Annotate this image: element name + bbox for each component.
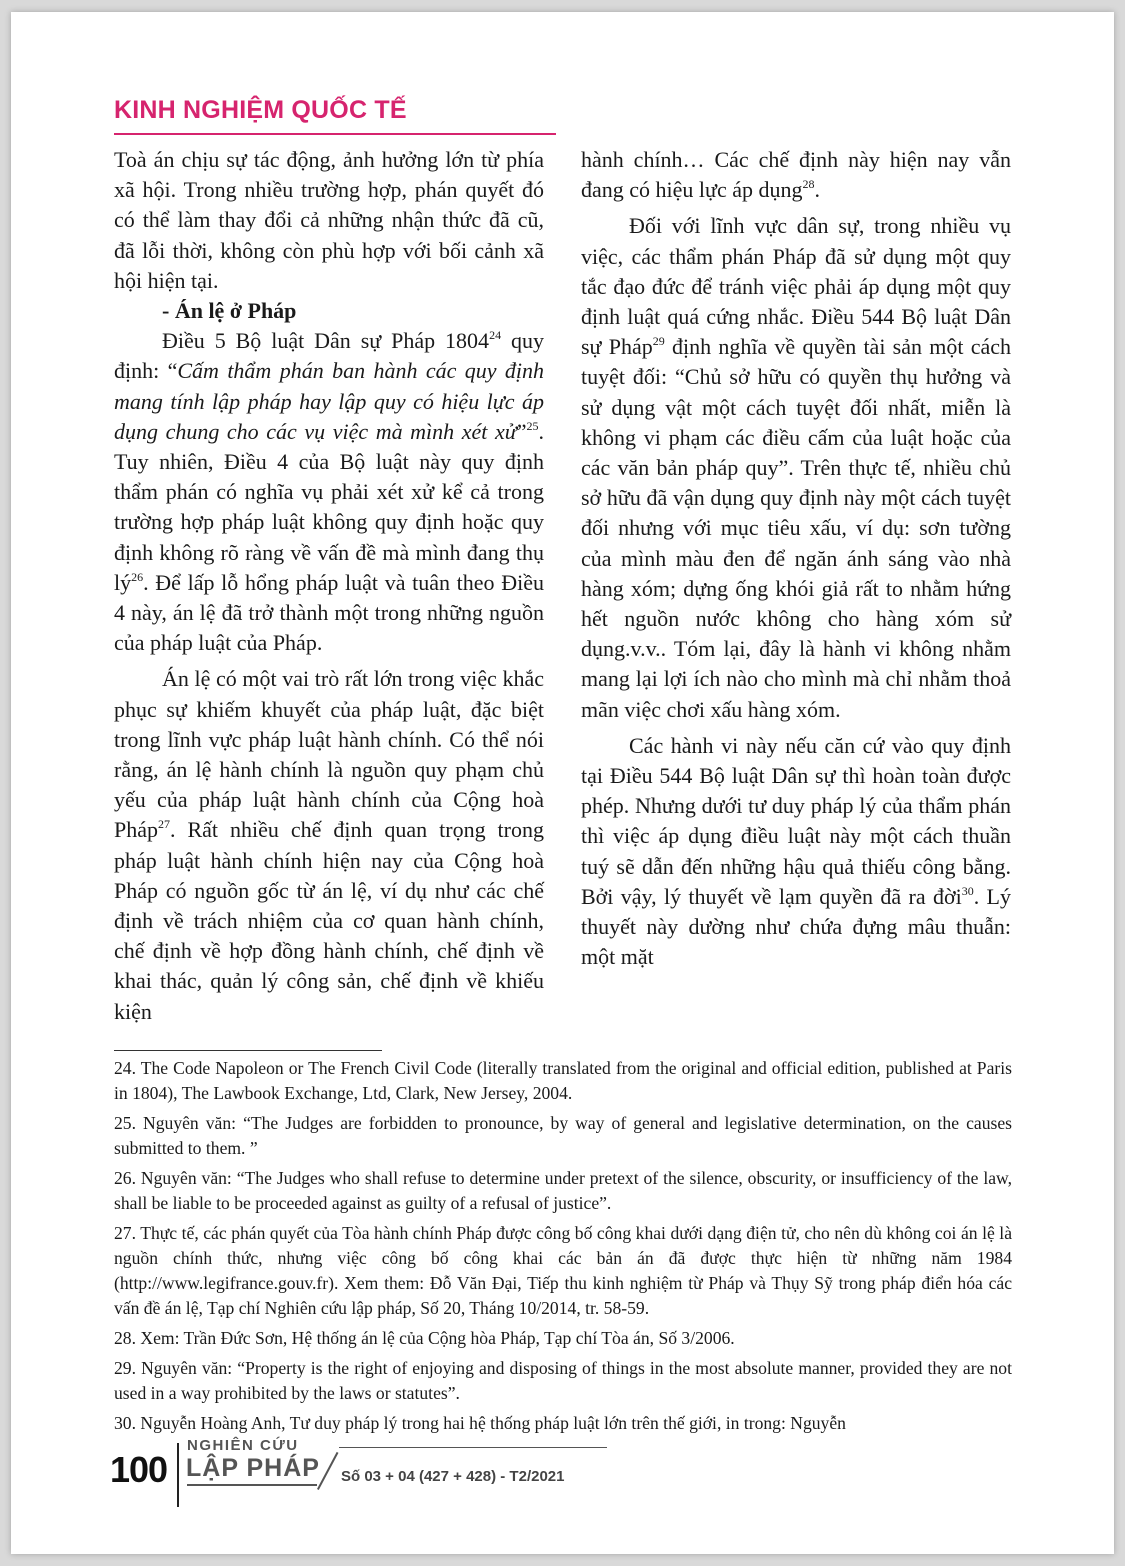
journal-logo-line1: NGHIÊN CỨU — [187, 1437, 299, 1454]
footnote-ref[interactable]: 27 — [158, 817, 170, 832]
paragraph — [581, 145, 1011, 205]
footnotes — [114, 1056, 1012, 1441]
footnote-separator — [114, 1050, 382, 1051]
footnote-ref[interactable]: 26 — [131, 569, 144, 584]
footnote-25: 25. Nguyên văn: “The Judges are forbidden to pronounce, by way of general and legislative determination, on the causes submitted to them. ” — [114, 1113, 1012, 1158]
footnote-26: 26. Nguyên văn: “The Judges who shall refuse to determine under pretext of the silence, obscurity, or insufficiency of the law, shall be liable to be proceeded against as guilty of a refusal of justice”. — [114, 1168, 1012, 1213]
footnote-ref[interactable]: 30 — [961, 883, 974, 898]
text: ” — [516, 418, 527, 444]
text: . Rất nhiều chế định quan trọng trong pháp luật hành chính hiện nay của Cộng hoà Pháp có nguồn gốc từ án lệ, ví dụ như các chế định về trách nhiệm của cơ quan hành chính, chế định về hợp đồng hành chính, chế định về khai thác, quản lý công sản, chế định về khiếu kiện — [114, 817, 544, 1024]
text: . Lý thuyết này dường như chứa đựng mâu thuẫn: một mặt — [581, 883, 1011, 970]
footnote-27: 27. Thực tế, các phán quyết của Tòa hành chính Pháp được công bố công khai dưới dạng điện tử, cho nên dù không coi án lệ là nguồn chính thức, nhưng việc công bố công khai các bản án đã được thực hiện từ những năm 1984 (http://www.legifrance.gouv.fr). Xem them: Đỗ Văn Đại, Tiếp thu kinh nghiệm từ Pháp và Thụy Sỹ trong pháp điển hóa các vấn đề án lệ, Tạp chí Nghiên cứu lập pháp, Số 20, Tháng 10/2014, tr. 58-59. — [114, 1223, 1012, 1318]
text: hành chính… Các chế định này hiện nay vẫn đang có hiệu lực áp dụng — [581, 147, 1011, 203]
right-column — [581, 145, 1011, 972]
quoted-text: Cấm thẩm phán ban hành các quy định mang tính lập pháp hay lập quy có hiệu lực áp dụng chung cho các vụ việc mà mình xét xử — [114, 358, 544, 444]
footnote-24: 24. The Code Napoleon or The French Civil Code (literally translated from the original and official edition, published at Paris in 1804), The Lawbook Exchange, Ltd, Clark, New Jersey, 2004. — [114, 1058, 1012, 1103]
text: . Để lấp lỗ hổng pháp luật và tuân theo Điều 4 này, án lệ đã trở thành một trong những nguồn của pháp luật của Pháp. — [114, 569, 544, 656]
text: Các hành vi này nếu căn cứ vào quy định tại Điều 544 Bộ luật Dân sự thì hoàn toàn được phép. Nhưng dưới tư duy pháp lý của thẩm phán thì việc áp dụng điều luật này một cách thuần tuý sẽ dẫn đến những hậu quả thiếu công bằng. Bởi vậy, lý thuyết về lạm quyền đã ra đời — [581, 732, 1011, 909]
paragraph — [581, 731, 1011, 973]
text: Án lệ có một vai trò rất lớn trong việc khắc phục sự khiếm khuyết của pháp luật, đặc biệt trong lĩnh vực pháp luật hành chính. Có thể nói rằng, án lệ hành chính là nguồn quy phạm chủ yếu của pháp luật hành chính của Cộng hoà Pháp — [114, 666, 544, 843]
journal-logo-line2: LẬP PHÁP — [186, 1454, 320, 1482]
text: . — [814, 177, 820, 203]
paragraph — [114, 326, 544, 658]
text: quy định: “ — [114, 328, 544, 384]
section-title: KINH NGHIỆM QUỐC TẾ — [114, 96, 407, 124]
text: Điều 5 Bộ luật Dân sự Pháp 1804 — [162, 328, 490, 354]
logo-slash — [317, 1452, 338, 1490]
text: Đối với lĩnh vực dân sự, trong nhiều vụ việc, các thẩm phán Pháp đã sử dụng một quy tắc đạo đức để tránh việc phải áp dụng một quy định luật quá cứng nhắc. Điều 544 Bộ luật Dân sự Pháp — [581, 213, 1011, 360]
issue-rule — [339, 1447, 607, 1448]
footnote-ref[interactable]: 24 — [489, 328, 502, 343]
paragraph: Toà án chịu sự tác động, ảnh hưởng lớn từ phía xã hội. Trong nhiều trường hợp, phán quyết đó có thể làm thay đổi cả những nhận thức đã cũ, đã lỗi thời, không còn phù hợp với bối cảnh xã hội hiện tại. — [114, 147, 544, 293]
footnote-28: 28. Xem: Trần Đức Sơn, Hệ thống án lệ của Cộng hòa Pháp, Tạp chí Tòa án, Số 3/2006. — [114, 1328, 735, 1348]
document-page — [11, 12, 1114, 1554]
page-number: 100 — [110, 1449, 168, 1490]
text: . Tuy nhiên, Điều 4 của Bộ luật này quy định thẩm phán có nghĩa vụ phải xét xử kể cả trong trường hợp pháp luật không quy định hoặc quy định không rõ ràng về vấn đề mà mình đang thụ lý — [114, 418, 544, 595]
issue-info: Số 03 + 04 (427 + 428) - T2/2021 — [341, 1468, 565, 1485]
footnote-29: 29. Nguyên văn: “Property is the right of enjoying and disposing of things in the most absolute manner, provided they are not used in a way prohibited by the laws or statutes”. — [114, 1358, 1012, 1403]
footer-divider — [177, 1443, 179, 1507]
logo-underline — [187, 1484, 317, 1486]
footnote-ref[interactable]: 25 — [526, 418, 539, 433]
footnote-ref[interactable]: 28 — [802, 177, 815, 192]
section-title-rule — [114, 133, 556, 135]
footnote-30: 30. Nguyễn Hoàng Anh, Tư duy pháp lý trong hai hệ thống pháp luật lớn trên thế giới, in trong: Nguyễn — [114, 1413, 846, 1433]
footnote-ref[interactable]: 29 — [652, 334, 665, 349]
text: định nghĩa về quyền tài sản một cách tuyệt đối: “Chủ sở hữu có quyền thụ hưởng và sử dụng vật một cách tuyệt đối nhất, miễn là không vi phạm các điều cấm của luật hoặc của các văn bản pháp quy”. Trên thực tế, nhiều chủ sở hữu đã vận dụng quy định này một cách tuyệt đối nhưng với mục tiêu xấu, ví dụ: sơn tường của mình màu đen để ngăn ánh sáng vào nhà hàng xóm; dựng ống khói giả rất to nhằm hứng hết nguồn nước không cho hàng xóm sử dụng.v.v.. Tóm lại, đây là hành vi không nhằm mang lại lợi ích nào cho mình mà chỉ nhằm thoả mãn việc chơi xấu hàng xóm. — [581, 334, 1011, 722]
left-column — [114, 145, 544, 1027]
paragraph — [581, 211, 1011, 724]
subheading: - Án lệ ở Pháp — [162, 298, 297, 324]
page-footer — [11, 1437, 1114, 1517]
paragraph — [114, 664, 544, 1026]
